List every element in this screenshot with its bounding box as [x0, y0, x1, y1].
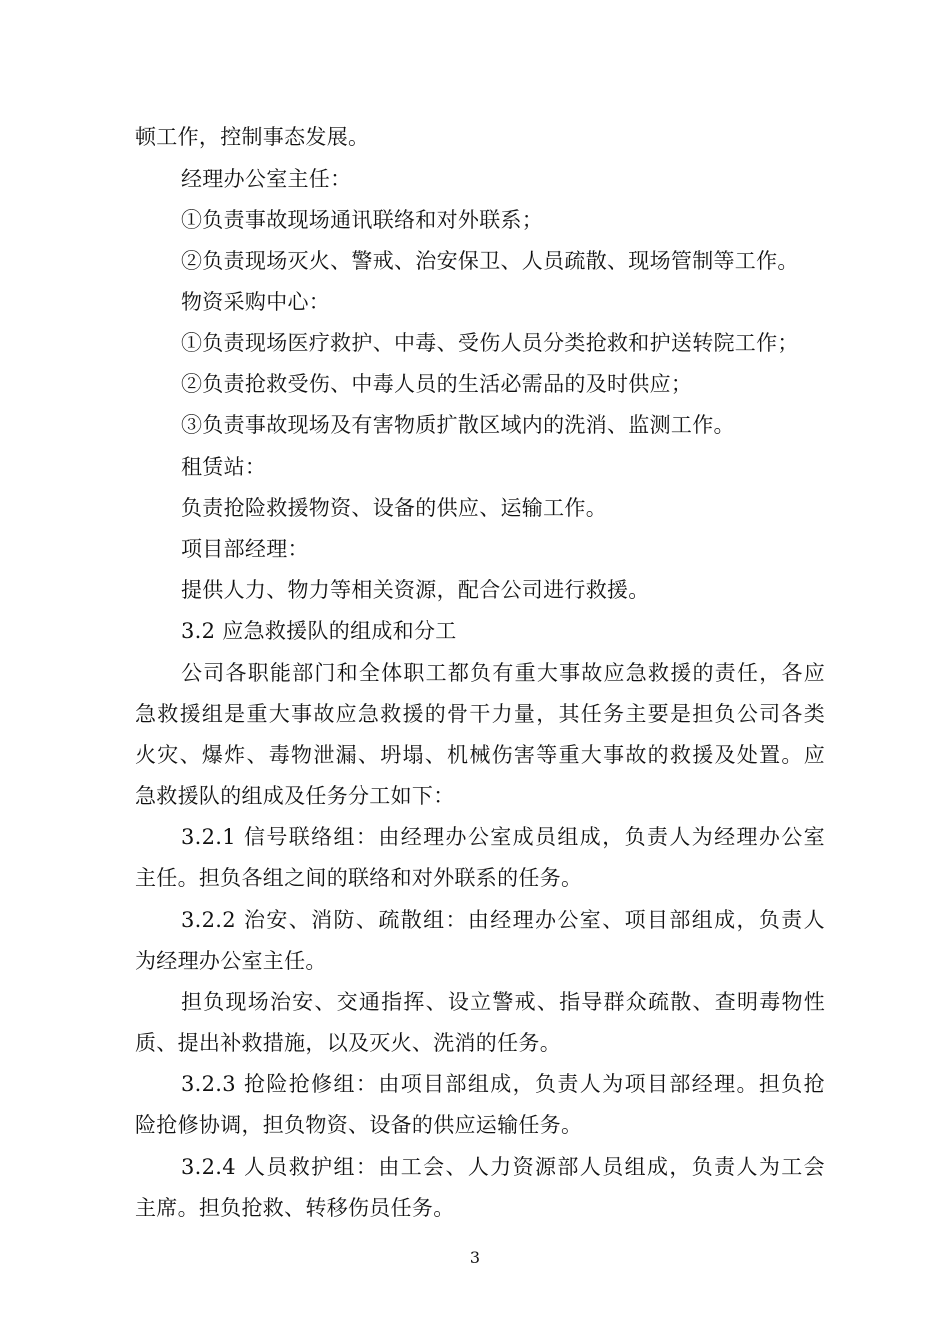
text-line: ①负责事故现场通讯联络和对外联系； — [181, 208, 544, 232]
text-line: 担负现场治安、交通指挥、设立警戒、指导群众疏散、查明毒物性 — [181, 990, 825, 1014]
section-heading: 3.2 应急救援队的组成和分工 — [181, 619, 457, 643]
text-line: 物资采购中心： — [181, 290, 331, 314]
text-line: 3.2.4 人员救护组：由工会、人力资源部人员组成，负责人为工会 — [181, 1155, 825, 1179]
text-line: 险抢修协调，担负物资、设备的供应运输任务。 — [135, 1113, 583, 1137]
text-line: 租赁站： — [181, 455, 267, 479]
text-line: 主任。担负各组之间的联络和对外联系的任务。 — [135, 866, 583, 890]
text-line: ②负责现场灭火、警戒、治安保卫、人员疏散、现场管制等工作。 — [181, 249, 799, 273]
text-line: 急救援队的组成及任务分工如下： — [135, 784, 455, 808]
text-line: ②负责抢救受伤、中毒人员的生活必需品的及时供应； — [181, 372, 693, 396]
text-line: ③负责事故现场及有害物质扩散区域内的洗消、监测工作。 — [181, 413, 735, 437]
text-line: 火灾、爆炸、毒物泄漏、坍塌、机械伤害等重大事故的救援及处置。应 — [135, 743, 825, 767]
text-line: 公司各职能部门和全体职工都负有重大事故应急救援的责任，各应 — [181, 661, 825, 685]
text-line: 负责抢险救援物资、设备的供应、运输工作。 — [181, 496, 607, 520]
text-line: 项目部经理： — [181, 537, 309, 561]
text-line: 经理办公室主任： — [181, 167, 352, 191]
text-line: 急救援组是重大事故应急救援的骨干力量，其任务主要是担负公司各类 — [135, 702, 825, 726]
text-line: 3.2.3 抢险抢修组：由项目部组成，负责人为项目部经理。担负抢 — [181, 1072, 825, 1096]
text-line: 主席。担负抢救、转移伤员任务。 — [135, 1196, 455, 1220]
text-line: ①负责现场医疗救护、中毒、受伤人员分类抢救和护送转院工作； — [181, 331, 799, 355]
text-line: 为经理办公室主任。 — [135, 949, 327, 973]
page-number: 3 — [469, 1248, 481, 1267]
text-line: 3.2.1 信号联络组：由经理办公室成员组成，负责人为经理办公室 — [181, 825, 825, 849]
text-line: 质、提出补救措施，以及灭火、洗消的任务。 — [135, 1031, 561, 1055]
text-line: 3.2.2 治安、消防、疏散组：由经理办公室、项目部组成，负责人 — [181, 908, 825, 932]
text-line: 顿工作，控制事态发展。 — [135, 125, 370, 149]
text-line: 提供人力、物力等相关资源，配合公司进行救援。 — [181, 578, 650, 602]
